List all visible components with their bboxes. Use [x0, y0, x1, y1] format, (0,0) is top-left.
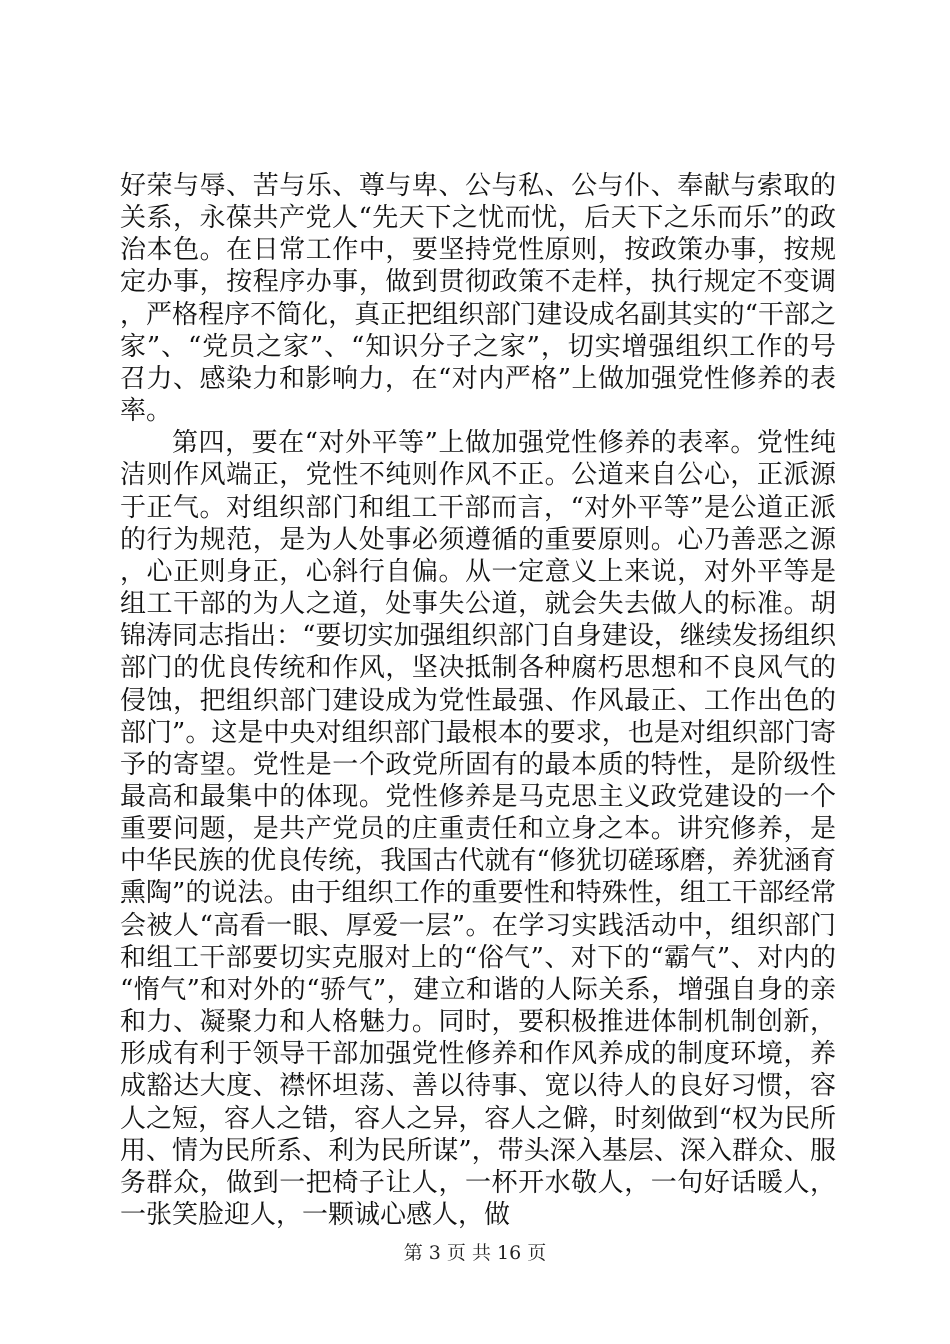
paragraph-continued: 好荣与辱、苦与乐、尊与卑、公与私、公与仆、奉献与索取的关系，永葆共产党人“先天下之忧而忧，后天下之乐而乐”的政治本色。在日常工作中，要坚持党性原则，按政策办事，按规定办事，按程序办事，做到贯彻政策不走样，执行规定不变调，严格程序不简化，真正把组织部门建设成名副其实的“干部之家”、“党员之家”、“知识分子之家”，切实增强组织工作的号召力、感染力和影响力，在“对内严格”上做加强党性修养的表率。 [120, 171, 836, 427]
body-text [120, 170, 836, 1231]
paragraph-fourth-point: 第四，要在“对外平等”上做加强党性修养的表率。党性纯洁则作风端正，党性不纯则作风不正。公道来自公心，正派源于正气。对组织部门和组工干部而言，“对外平等”是公道正派的行为规范，是为人处事必须遵循的重要原则。心乃善恶之源，心正则身正，心斜行自偏。从一定意义上来说，对外平等是组工干部的为人之道，处事失公道，就会失去做人的标准。胡锦涛同志指出：“要切实加强组织部门自身建设，继续发扬组织部门的优良传统和作风，坚决抵制各种腐朽思想和不良风气的侵蚀，把组织部门建设成为党性最强、作风最正、工作出色的部门”。这是中央对组织部门最根本的要求，也是对组织部门寄予的寄望。党性是一个政党所固有的最本质的特性，是阶级性最高和最集中的体现。党性修养是马克思主义政党建设的一个重要问题，是共产党员的庄重责任和立身之本。讲究修养，是中华民族的优良传统，我国古代就有“修犹切磋琢磨，养犹涵育熏陶”的说法。由于组织工作的重要性和特殊性，组工干部经常会被人“高看一眼、厚爱一层”。在学习实践活动中，组织部门和组工干部要切实克服对上的“俗气”、对下的“霸气”、对内的“惰气”和对外的“骄气”，建立和谐的人际关系，增强自身的亲和力、凝聚力和人格魅力。同时，要积极推进体制机制创新，形成有利于领导干部加强党性修养和作风养成的制度环境，养成豁达大度、襟怀坦荡、善以待事、宽以待人的良好习惯，容人之短，容人之错，容人之异，容人之僻，时刻做到“权为民所用、情为民所系、利为民所谋”，带头深入基层、深入群众、服务群众，做到一把椅子让人，一杯开水敬人，一句好话暖人，一张笑脸迎人，一颗诚心感人，做 [120, 428, 836, 1230]
page-number-footer: 第 3 页 共 16 页 [403, 1242, 547, 1264]
